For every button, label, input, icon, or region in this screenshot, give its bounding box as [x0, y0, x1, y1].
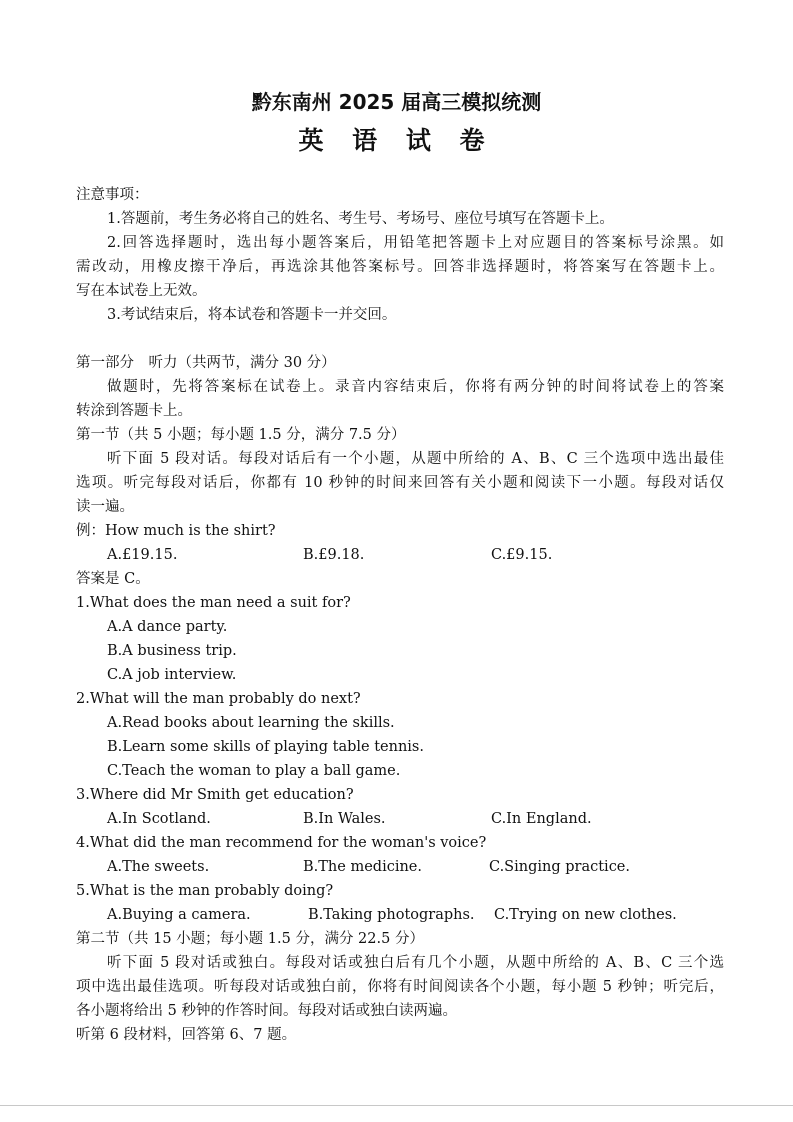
question-5: 5.What is the man probably doing? [76, 883, 334, 899]
section2-material: 听第 6 段材料，回答第 6、7 题。 [76, 1027, 297, 1043]
notes-item-2-line-1: 2.回答选择题时，选出每小题答案后，用铅笔把答题卡上对应题目的答案标号涂黑。如 [107, 235, 724, 251]
section1-intro-line-2: 选项。听完每段对话后，你都有 10 秒钟的时间来回答有关小题和阅读下一小题。每段对话仅 [76, 475, 724, 491]
section2-intro-line-2: 项中选出最佳选项。听每段对话或独白前，你将有时间阅读各个小题，每小题 5 秒钟；听完后， [76, 979, 724, 995]
question-4: 4.What did the man recommend for the woman's voice? [76, 835, 487, 851]
exam-title: 黔东南州 2025 届高三模拟统测 [251, 90, 542, 114]
section1-intro-line-3: 读一遍。 [76, 499, 134, 515]
question-5-option-c: C.Trying on new clothes. [494, 907, 677, 923]
section2-intro-line-3: 各小题将给出 5 秒钟的作答时间。每段对话或独白读两遍。 [76, 1003, 457, 1019]
notes-heading: 注意事项： [76, 187, 149, 203]
question-5-option-b: B.Taking photographs. [308, 907, 475, 923]
question-3-option-a: A.In Scotland. [107, 811, 211, 827]
example-option-a: A.£19.15. [107, 547, 178, 563]
section1-heading: 第一节（共 5 小题；每小题 1.5 分，满分 7.5 分） [76, 427, 406, 443]
section2-intro-line-1: 听下面 5 段对话或独白。每段对话或独白后有几个小题，从题中所给的 A、B、C 三个选 [107, 955, 724, 971]
example-answer: 答案是 C。 [76, 571, 150, 587]
section2-heading: 第二节（共 15 小题；每小题 1.5 分，满分 22.5 分） [76, 931, 424, 947]
section1-intro-line-1: 听下面 5 段对话。每段对话后有一个小题，从题中所给的 A、B、C 三个选项中选出最佳 [107, 451, 724, 467]
question-4-option-c: C.Singing practice. [489, 859, 630, 875]
part1-heading: 第一部分 听力（共两节，满分 30 分） [76, 355, 336, 371]
question-5-option-a: A.Buying a camera. [107, 907, 251, 923]
notes-item-2-line-3: 写在本试卷上无效。 [76, 283, 207, 299]
example-option-c: C.£9.15. [491, 547, 553, 563]
notes-item-3: 3.考试结束后，将本试卷和答题卡一并交回。 [107, 307, 397, 323]
page-bottom-divider [0, 1105, 793, 1106]
question-3: 3.Where did Mr Smith get education? [76, 787, 354, 803]
example-option-b: B.£9.18. [303, 547, 365, 563]
question-2: 2.What will the man probably do next? [76, 691, 361, 707]
question-4-option-b: B.The medicine. [303, 859, 423, 875]
part1-intro-line-2: 转涂到答题卡上。 [76, 403, 192, 419]
question-2-option-a: A.Read books about learning the skills. [107, 715, 395, 731]
question-2-option-c: C.Teach the woman to play a ball game. [107, 763, 401, 779]
notes-item-2-line-2: 需改动，用橡皮擦干净后，再选涂其他答案标号。回答非选择题时，将答案写在答题卡上。 [76, 259, 724, 275]
question-1: 1.What does the man need a suit for? [76, 595, 351, 611]
notes-item-1: 1.答题前，考生务必将自己的姓名、考生号、考场号、座位号填写在答题卡上。 [107, 211, 614, 227]
question-3-option-c: C.In England. [491, 811, 592, 827]
exam-subtitle: 英 语 试 卷 [298, 126, 495, 155]
example-question: 例：How much is the shirt? [76, 523, 276, 539]
question-4-option-a: A.The sweets. [107, 859, 210, 875]
question-1-option-a: A.A dance party. [107, 619, 228, 635]
part1-intro-line-1: 做题时，先将答案标在试卷上。录音内容结束后，你将有两分钟的时间将试卷上的答案 [107, 379, 724, 395]
question-1-option-b: B.A business trip. [107, 643, 237, 659]
question-2-option-b: B.Learn some skills of playing table tennis. [107, 739, 424, 755]
question-1-option-c: C.A job interview. [107, 667, 237, 683]
question-3-option-b: B.In Wales. [303, 811, 386, 827]
